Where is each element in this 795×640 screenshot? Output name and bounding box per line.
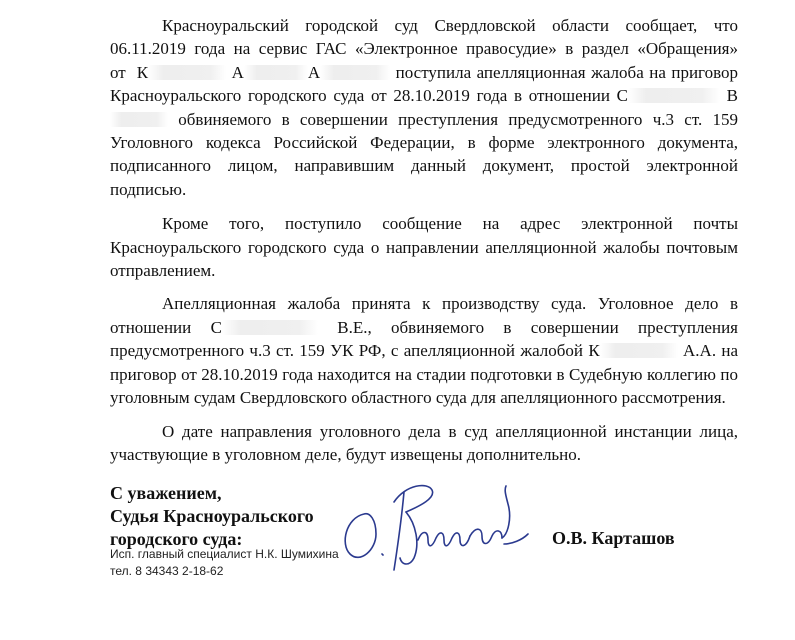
p1-initial-a2: А [307,62,321,82]
executor-block [110,546,339,580]
handwritten-signature [336,474,536,584]
redaction-first-name [244,65,308,80]
executor-name: Исп. главный специалист Н.К. Шумихина [110,547,339,561]
p3-initial-k: К [588,341,600,361]
judge-name: О.В. Карташов [552,528,675,548]
p3-text-a: Апелляционная жалоба принята к производству суда. Уголовное дело в отношении [110,294,738,337]
closing-judge-title: Судья Красноуральского [110,506,314,526]
redaction-defendant-name [110,112,168,127]
redaction-defendant-surname [628,88,720,103]
p1-text-a: Красноуральский городской суд Свердловской области сообщает, что 06.11.2019 года на сервис ГАС «Электронное правосудие» в раздел «Обращения» от [110,16,738,82]
paragraph-email-notice: Кроме того, поступило сообщение на адрес электронной почты Красноуральского городского суда о направлении апелляционной жалобы почтовым отправлением. [110,214,738,281]
redaction-defendant-surname-2 [222,320,318,335]
closing-regards: С уважением, [110,483,222,503]
letter-body [110,14,738,476]
paragraph-case-status [110,292,738,409]
p3-initial-s: С [210,317,222,337]
p1-initial-k: К [136,62,149,82]
redaction-appellant-surname [600,343,678,358]
closing-block [110,482,314,551]
p1-text-e: поступила апелляционная жалоба на приговор Красноуральского городского суда от 28.10.2019 года в отношении С [110,62,739,106]
closing-court: городского суда: [110,529,243,549]
paragraph-appeal-received [110,14,738,201]
p1-text-g: обвиняемого в совершении преступления предусмотренного ч.3 ст. 159 Уголовного кодекса Российской Федерации, в форме электронного документа, подписанного лицом, направившим данный документ, простой электронной подписью. [110,109,739,199]
executor-phone: тел. 8 34343 2-18-62 [110,564,224,578]
p1-initial-v: В [726,86,738,106]
paragraph-notification: О дате направления уголовного дела в суд апелляционной инстанции лица, участвующие в уголовном деле, будут извещены дополнительно. [110,421,738,464]
redaction-patronymic [320,65,390,80]
p1-initial-a1: А [231,62,244,82]
p3-text-c: В.Е., обвиняемого в совершении преступления предусмотренного ч.3 ст. 159 УК РФ, с апелляционной жалобой [110,317,738,361]
redaction-surname [148,65,226,80]
p3-text-e: А.А. на приговор от 28.10.2019 года находится на стадии подготовки в Судебную коллегию по уголовным судам Свердловского областного суда для апелляционного рассмотрения. [110,341,739,408]
